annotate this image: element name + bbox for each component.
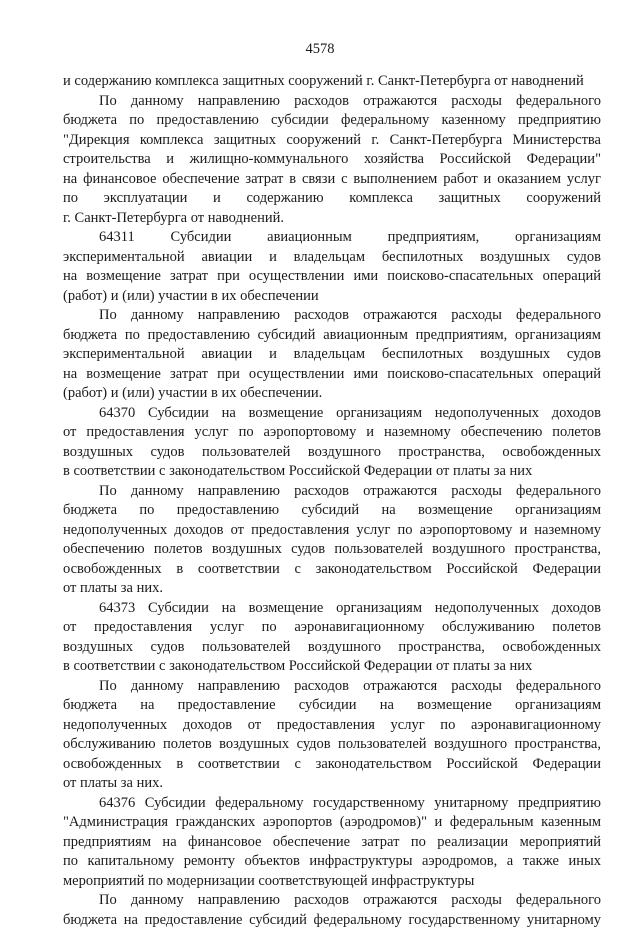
text-line: на возмещение затрат при осуществлении ими поисково-спасательных операций [63, 267, 601, 287]
text-line: освобожденных в соответствии с законодательством Российской Федерации [63, 560, 601, 580]
text-line: в соответствии с законодательством Российской Федерации от платы за них [63, 657, 601, 677]
text-line: воздушных судов пользователей воздушного пространства, освобожденных [63, 638, 601, 658]
text-line: воздушных судов пользователей воздушного пространства, освобожденных [63, 443, 601, 463]
text-line: на финансовое обеспечение затрат в связи с выполнением работ и оказанием услуг [63, 170, 601, 190]
text-line: от предоставления услуг по аэропортовому и наземному обеспечению полетов [63, 423, 601, 443]
document-body [63, 72, 601, 930]
text-line: бюджета по предоставлению субсидии федеральному казенному предприятию [63, 111, 601, 131]
text-line: По данному направлению расходов отражаются расходы федерального [63, 677, 601, 697]
text-line: "Дирекция комплекса защитных сооружений г. Санкт-Петербурга Министерства [63, 131, 601, 151]
text-line: По данному направлению расходов отражаются расходы федерального [63, 482, 601, 502]
text-line: предприятиям на финансовое обеспечение затрат по реализации мероприятий [63, 833, 601, 853]
text-line: экспериментальной авиации и владельцам беспилотных воздушных судов [63, 345, 601, 365]
text-line: строительства и жилищно-коммунального хозяйства Российской Федерации" [63, 150, 601, 170]
text-line: от платы за них. [63, 774, 601, 794]
text-line: По данному направлению расходов отражаются расходы федерального [63, 306, 601, 326]
text-line: недополученных доходов от предоставления услуг по аэропортовому и наземному [63, 521, 601, 541]
text-line: "Администрация гражданских аэропортов (аэродромов)" и федеральным казенным [63, 813, 601, 833]
text-line: освобожденных в соответствии с законодательством Российской Федерации [63, 755, 601, 775]
text-line: По данному направлению расходов отражаются расходы федерального [63, 891, 601, 911]
text-line: от платы за них. [63, 579, 601, 599]
text-line: мероприятий по модернизации соответствующей инфраструктуры [63, 872, 601, 892]
text-line: от предоставления услуг по аэронавигационному обслуживанию полетов [63, 618, 601, 638]
text-line: и содержанию комплекса защитных сооружений г. Санкт-Петербурга от наводнений [63, 72, 601, 92]
text-line: бюджета на предоставление субсидий федеральному государственному унитарному [63, 911, 601, 930]
page-number: 4578 [0, 40, 640, 60]
text-line: 64311 Субсидии авиационным предприятиям, организациям [63, 228, 601, 248]
text-line: на возмещение затрат при осуществлении ими поисково-спасательных операций [63, 365, 601, 385]
text-line: недополученных доходов от предоставления услуг по аэронавигационному [63, 716, 601, 736]
text-line: по эксплуатации и содержанию комплекса защитных сооружений [63, 189, 601, 209]
text-line: обеспечению полетов воздушных судов пользователей воздушного пространства, [63, 540, 601, 560]
text-line: бюджета по предоставлению субсидий авиационным предприятиям, организациям [63, 326, 601, 346]
text-line: 64373 Субсидии на возмещение организациям недополученных доходов [63, 599, 601, 619]
text-line: по капитальному ремонту объектов инфраструктуры аэродромов, а также иных [63, 852, 601, 872]
text-line: в соответствии с законодательством Российской Федерации от платы за них [63, 462, 601, 482]
text-line: (работ) и (или) участии в их обеспечении. [63, 384, 601, 404]
text-line: г. Санкт-Петербурга от наводнений. [63, 209, 601, 229]
text-line: обслуживанию полетов воздушных судов пользователей воздушного пространства, [63, 735, 601, 755]
text-line: экспериментальной авиации и владельцам беспилотных воздушных судов [63, 248, 601, 268]
text-line: бюджета по предоставлению субсидий на возмещение организациям [63, 501, 601, 521]
text-line: (работ) и (или) участии в их обеспечении [63, 287, 601, 307]
text-line: 64376 Субсидии федеральному государственному унитарному предприятию [63, 794, 601, 814]
text-line: 64370 Субсидии на возмещение организациям недополученных доходов [63, 404, 601, 424]
text-line: бюджета на предоставление субсидии на возмещение организациям [63, 696, 601, 716]
text-line: По данному направлению расходов отражаются расходы федерального [63, 92, 601, 112]
